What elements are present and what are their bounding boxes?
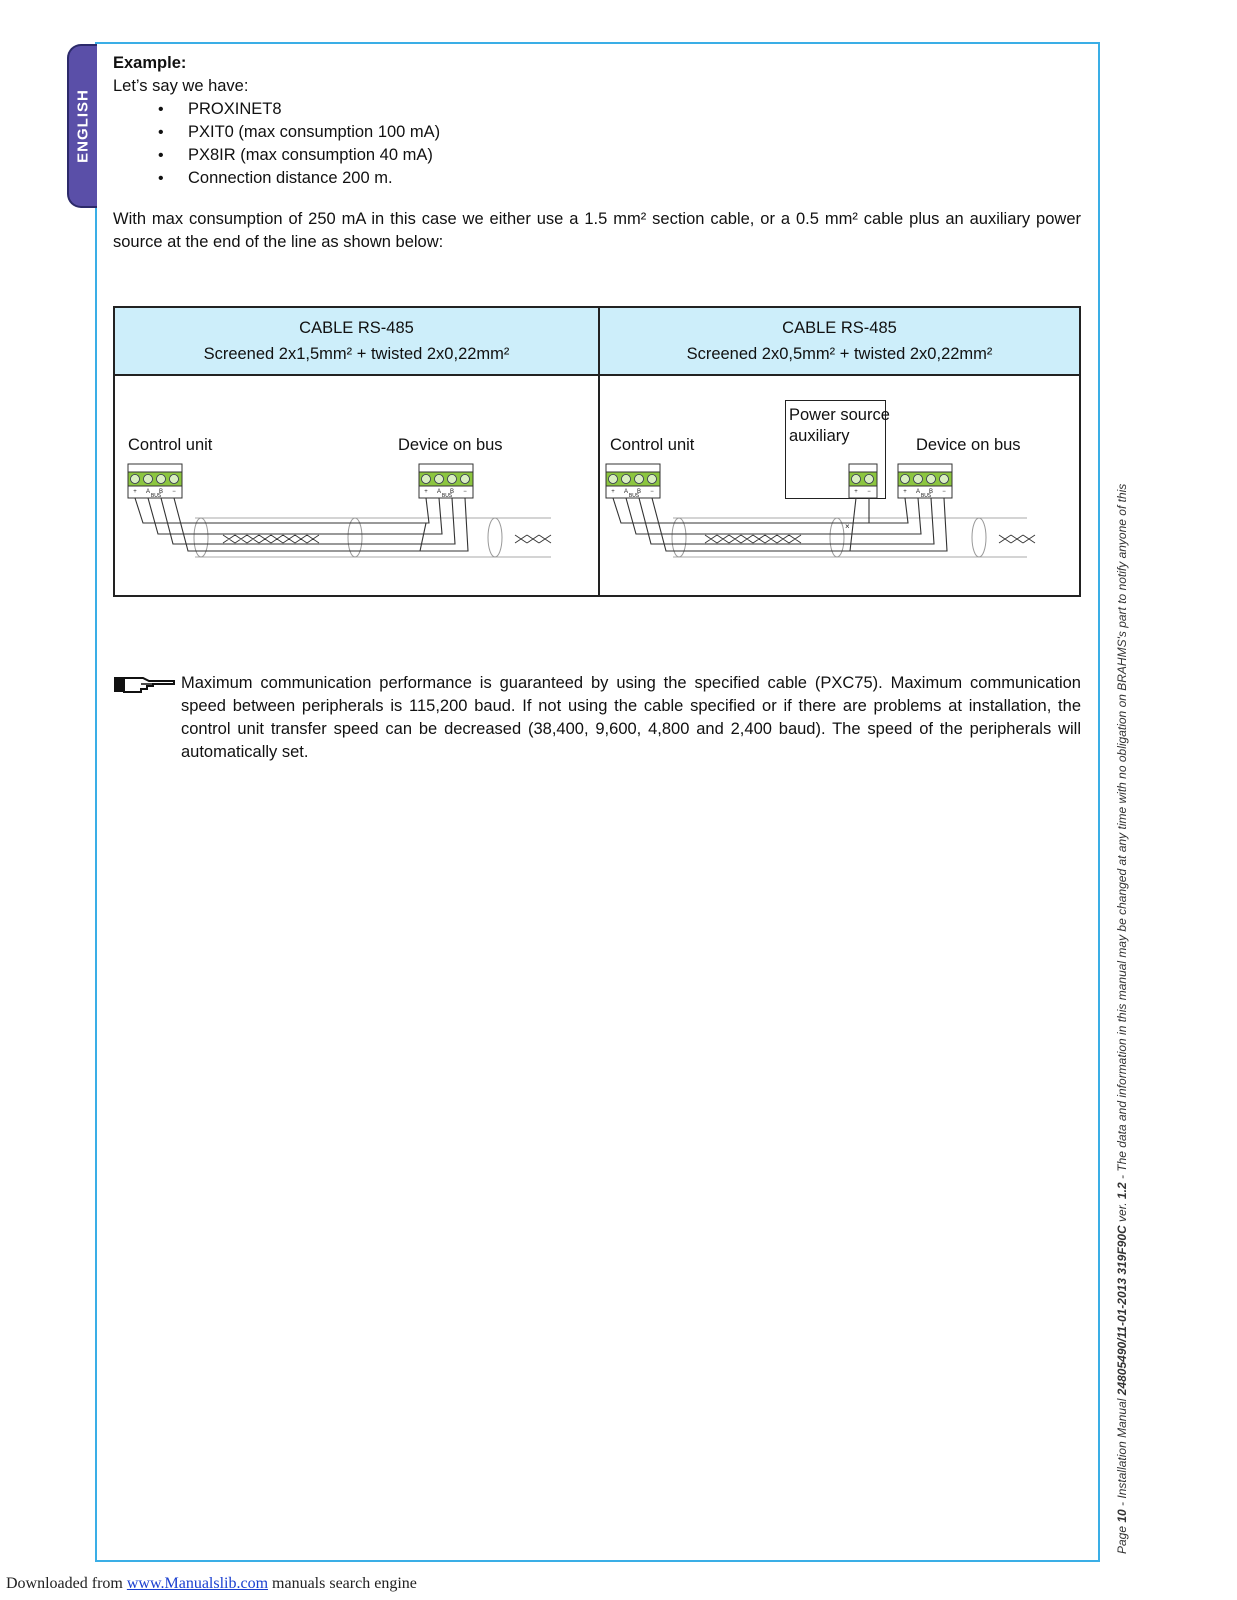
twisted-pair (705, 535, 801, 543)
list-item: • Connection distance 200 m. (158, 167, 1081, 190)
cable-sheath-end (488, 518, 502, 557)
terminal-screw (609, 475, 618, 484)
terminal-screw (648, 475, 657, 484)
terminal-top (849, 464, 877, 472)
terminal-top (606, 464, 660, 472)
terminal-screw (901, 475, 910, 484)
left-cable-spec: Screened 2x1,5mm² + twisted 2x0,22mm² (203, 345, 510, 363)
left-device-label: Device on bus (398, 436, 503, 454)
wire-cross-mark: × (845, 522, 850, 531)
terminal-screw (157, 475, 166, 484)
side-disclaimer: - The data and information in this manual may be changed at any time with no obligation on BRAHMS's part to notify anyone of this (1115, 483, 1129, 1183)
manualslib-link[interactable]: www.Manualslib.com (126, 1575, 269, 1592)
example-intro: Let’s say we have: (113, 77, 249, 95)
twisted-pair (223, 535, 319, 543)
terminal-pin-label: A (915, 489, 921, 495)
terminal-pin-label: A (623, 489, 629, 495)
terminal-pin-label: + (133, 489, 137, 495)
terminal-screw (131, 475, 140, 484)
wire (652, 498, 947, 551)
example-paragraph: With max consumption of 250 mA in this case we either use a 1.5 mm² section cable, or a 0.5 mm² cable plus an auxiliary power source at the end of the line as shown below: (113, 210, 1081, 251)
list-item: • PX8IR (max consumption 40 mA) (158, 144, 1081, 167)
terminal-pin-label: + (903, 489, 907, 495)
side-page-prefix: Page (1115, 1522, 1129, 1554)
pointing-hand-icon (113, 674, 175, 694)
bus-label: BUS (441, 493, 453, 499)
right-device-label: Device on bus (916, 436, 1021, 454)
wire (626, 498, 921, 534)
side-page-number: 10 (1115, 1509, 1129, 1523)
terminal-screw (927, 475, 936, 484)
terminal-screw (622, 475, 631, 484)
terminal-top (128, 464, 182, 472)
cable-sheath-end (972, 518, 986, 557)
right-cable-title: CABLE RS-485 (782, 319, 897, 337)
terminal-screw (865, 475, 874, 484)
bus-label: BUS (150, 493, 162, 499)
terminal-screw (422, 475, 431, 484)
terminal-base (849, 486, 877, 498)
terminal-pin-label: − (650, 489, 654, 495)
terminal-screw (940, 475, 949, 484)
bus-label: BUS (628, 493, 640, 499)
power-source-label-line1: Power source (789, 406, 890, 424)
footer-prefix: Downloaded from (6, 1575, 127, 1592)
terminal-pin-label: − (172, 489, 176, 495)
twisted-pair (999, 535, 1035, 543)
terminal-screw (461, 475, 470, 484)
wiring-diagram (113, 306, 1081, 597)
terminal-pin-label: B (158, 489, 164, 495)
terminal-screw (852, 475, 861, 484)
terminal-pin-label: A (145, 489, 151, 495)
left-cable-title: CABLE RS-485 (299, 319, 414, 337)
terminal-pin-label: − (942, 489, 946, 495)
wire (148, 498, 442, 534)
example-section (113, 52, 1081, 254)
power-source-label-line2: auxiliary (789, 427, 850, 445)
terminal-pin-label: A (436, 489, 442, 495)
language-tab (67, 44, 97, 208)
side-version-number: 1.2 (1115, 1182, 1129, 1200)
list-item: • PXIT0 (max consumption 100 mA) (158, 121, 1081, 144)
right-cable-spec: Screened 2x0,5mm² + twisted 2x0,22mm² (686, 345, 993, 363)
left-control-unit-label: Control unit (128, 436, 213, 454)
note-section (113, 672, 1081, 764)
terminal-pin-label: B (449, 489, 455, 495)
terminal-screw (635, 475, 644, 484)
terminal-screw (914, 475, 923, 484)
terminal-screw (435, 475, 444, 484)
wire (850, 498, 856, 551)
terminal-top (898, 464, 952, 472)
download-footer (6, 1575, 417, 1593)
wiring-drawing (115, 308, 1079, 595)
bus-label: BUS (920, 493, 932, 499)
note-text: Maximum communication performance is guaranteed by using the specified cable (PXC75). Maximum communication speed between peripherals is 115,200 baud. If not using the cable specified or if there are problems at installation, the control unit transfer speed can be decreased (38,400, 9,600, 4,800 and 2,400 baud). The speed of the peripherals will automatically set. (181, 674, 1081, 761)
terminal-pin-label: B (636, 489, 642, 495)
twisted-pair (515, 535, 551, 543)
side-legal-text (1115, 484, 1129, 1554)
terminal-screw (144, 475, 153, 484)
example-list (113, 98, 1081, 190)
terminal-pin-label: − (867, 489, 871, 495)
terminal-pin-label: + (611, 489, 615, 495)
terminal-screw (170, 475, 179, 484)
side-manual-code: 24805490/11-01-2013 319F90C (1115, 1225, 1129, 1396)
wire (174, 498, 468, 551)
terminal-pin-label: + (424, 489, 428, 495)
list-item: • PROXINET8 (158, 98, 1081, 121)
side-version-label: ver. (1115, 1199, 1129, 1226)
language-label: ENGLISH (74, 89, 92, 163)
example-title: Example: (113, 54, 187, 72)
terminal-screw (448, 475, 457, 484)
side-manual-label: - Installation Manual (1115, 1395, 1129, 1510)
terminal-pin-label: B (928, 489, 934, 495)
right-control-unit-label: Control unit (610, 436, 695, 454)
terminal-pin-label: − (463, 489, 467, 495)
terminal-pin-label: + (854, 489, 858, 495)
terminal-top (419, 464, 473, 472)
wire (420, 523, 426, 551)
page-frame (95, 42, 1100, 1562)
footer-suffix: manuals search engine (268, 1575, 417, 1592)
